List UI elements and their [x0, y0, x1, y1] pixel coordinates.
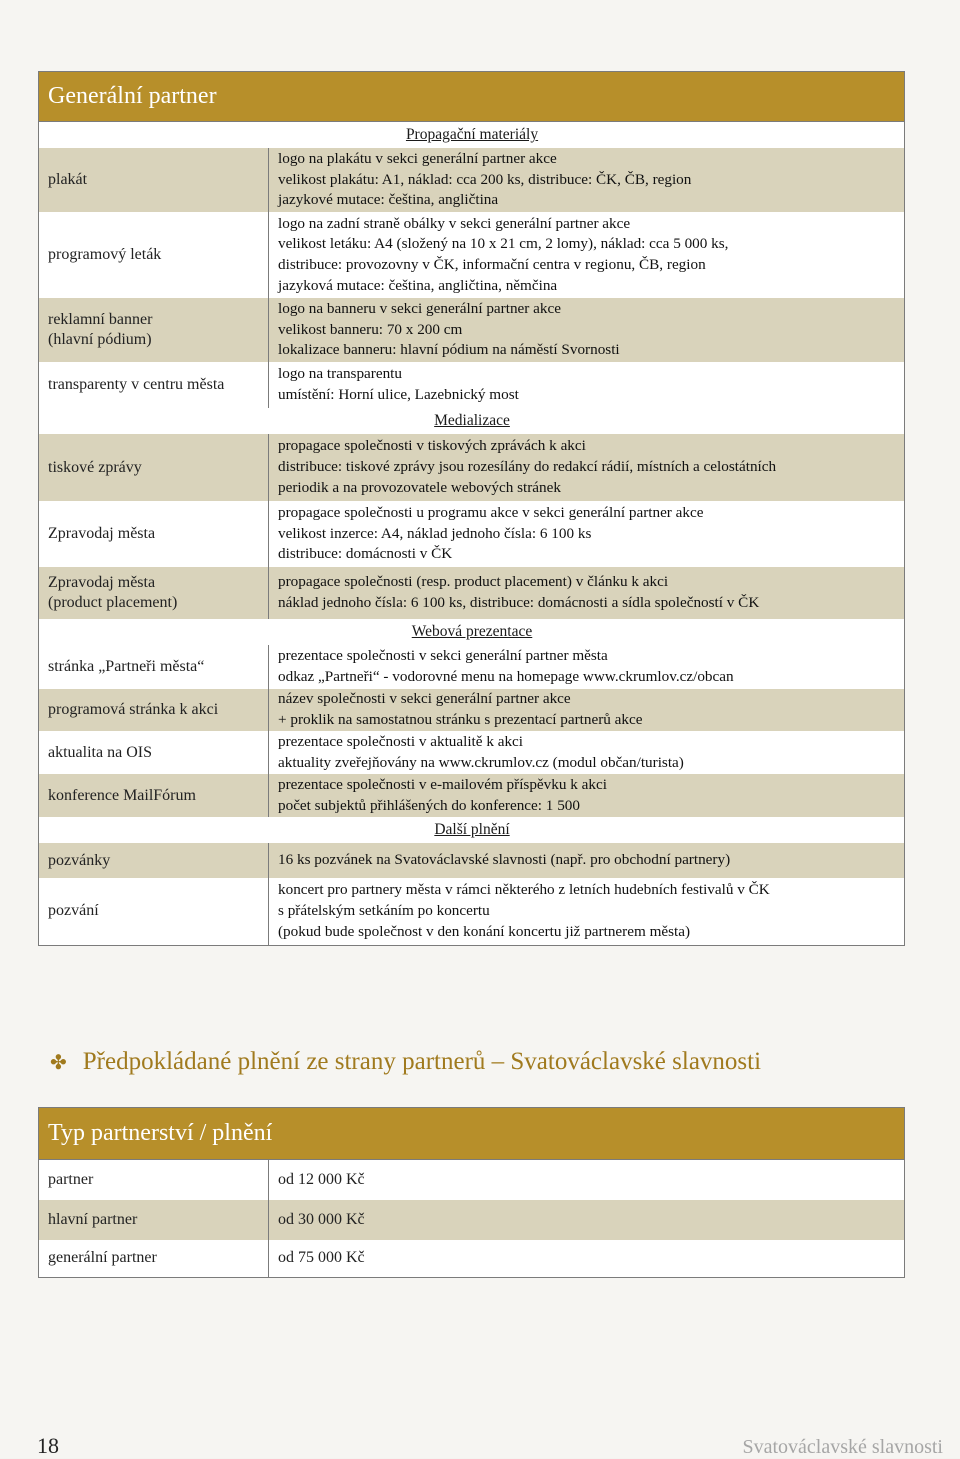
footer-title: Svatováclavské slavnosti: [742, 1436, 943, 1458]
row-label: plakát: [39, 148, 269, 212]
table-header: Generální partner: [39, 72, 905, 122]
table-row: [39, 1240, 905, 1278]
table-header-row: [39, 1108, 905, 1160]
row-label: programová stránka k akci: [39, 689, 269, 731]
section-title-medializace: Medializace: [39, 408, 905, 434]
row-label: konference MailFórum: [39, 774, 269, 817]
row-value: od 75 000 Kč: [269, 1240, 905, 1278]
section-heading: [50, 1045, 761, 1079]
row-content: logo na zadní straně obálky v sekci generální partner akce velikost letáku: A4 (složený na 10 x 21 cm, 2 lomy), náklad: cca 5 000 ks, distribuce: provozovny v ČK, informační centra v regionu, ČB, region jazyková mutace: čeština, angličtina, němčina: [269, 212, 905, 298]
row-content: propagace společnosti u programu akce v sekci generální partner akce velikost inzerce: A4, náklad jednoho čísla: 6 100 ks distribuce: domácnosti v ČK: [269, 501, 905, 567]
table-row: [39, 731, 905, 774]
row-label: tiskové zprávy: [39, 434, 269, 501]
section-row: [39, 122, 905, 149]
row-content: koncert pro partnery města v rámci některého z letních hudebních festivalů v ČK s přátelským setkáním po koncertu (pokud bude společnost v den konání koncertu již partnerem města): [269, 878, 905, 945]
row-label: pozvánky: [39, 843, 269, 878]
table-row: [39, 774, 905, 817]
table-row: [39, 148, 905, 212]
row-content: logo na banneru v sekci generální partner akce velikost banneru: 70 x 200 cm lokalizace banneru: hlavní pódium na náměstí Svornosti: [269, 298, 905, 362]
partnership-price-table: [38, 1107, 905, 1278]
table-row: [39, 1160, 905, 1200]
table-header: Typ partnerství / plnění: [39, 1108, 905, 1160]
row-content: prezentace společnosti v sekci generální partner města odkaz „Partneři“ - vodorovné menu na homepage www.ckrumlov.cz/obcan: [269, 645, 905, 689]
table-row: [39, 362, 905, 408]
row-content: logo na plakátu v sekci generální partner akce velikost plakátu: A1, náklad: cca 200 ks, distribuce: ČK, ČB, region jazykové mutace: čeština, angličtina: [269, 148, 905, 212]
table-row: [39, 567, 905, 619]
row-content: název společnosti v sekci generální partner akce + proklik na samostatnou stránku s prezentací partnerů akce: [269, 689, 905, 731]
section-title-propagacni: Propagační materiály: [39, 122, 905, 149]
section-row: [39, 408, 905, 434]
table-header-row: [39, 72, 905, 122]
table-row: [39, 501, 905, 567]
table-row: [39, 298, 905, 362]
row-content: 16 ks pozvánek na Svatováclavské slavnosti (např. pro obchodní partnery): [269, 843, 905, 878]
table-row: [39, 1200, 905, 1240]
table-row: [39, 645, 905, 689]
section-row: [39, 817, 905, 843]
row-label: aktualita na OIS: [39, 731, 269, 774]
row-content: prezentace společnosti v aktualitě k akci aktuality zveřejňovány na www.ckrumlov.cz (modul občan/turista): [269, 731, 905, 774]
row-content: logo na transparentu umístění: Horní ulice, Lazebnický most: [269, 362, 905, 408]
row-label: hlavní partner: [39, 1200, 269, 1240]
row-value: od 30 000 Kč: [269, 1200, 905, 1240]
section-row: [39, 619, 905, 645]
row-content: propagace společnosti (resp. product placement) v článku k akci náklad jednoho čísla: 6 100 ks, distribuce: domácnosti a sídla společností v ČK: [269, 567, 905, 619]
row-label: Zpravodaj města: [39, 501, 269, 567]
row-label: pozvání: [39, 878, 269, 945]
row-label: reklamní banner (hlavní pódium): [39, 298, 269, 362]
row-label: generální partner: [39, 1240, 269, 1278]
row-content: propagace společnosti v tiskových zprávách k akci distribuce: tiskové zprávy jsou rozesílány do redakcí rádií, místních a celostátních periodik a na provozovatele webových stránek: [269, 434, 905, 501]
page-number: 18: [37, 1433, 59, 1458]
row-label: transparenty v centru města: [39, 362, 269, 408]
table-row: [39, 843, 905, 878]
row-label: programový leták: [39, 212, 269, 298]
row-content: prezentace společnosti v e-mailovém příspěvku k akci počet subjektů přihlášených do konference: 1 500: [269, 774, 905, 817]
table-row: [39, 689, 905, 731]
row-label: Zpravodaj města (product placement): [39, 567, 269, 619]
section-heading-text: Předpokládané plnění ze strany partnerů – Svatováclavské slavnosti: [82, 1048, 762, 1075]
section-title-dalsi: Další plnění: [39, 817, 905, 843]
table-row: [39, 878, 905, 945]
table-row: [39, 212, 905, 298]
row-value: od 12 000 Kč: [269, 1160, 905, 1200]
table-row: [39, 434, 905, 501]
row-label: partner: [39, 1160, 269, 1200]
general-partner-table: [38, 71, 905, 946]
flower-bullet-icon: ✤: [50, 1051, 67, 1074]
row-label: stránka „Partneři města“: [39, 645, 269, 689]
section-title-webova: Webová prezentace: [39, 619, 905, 645]
